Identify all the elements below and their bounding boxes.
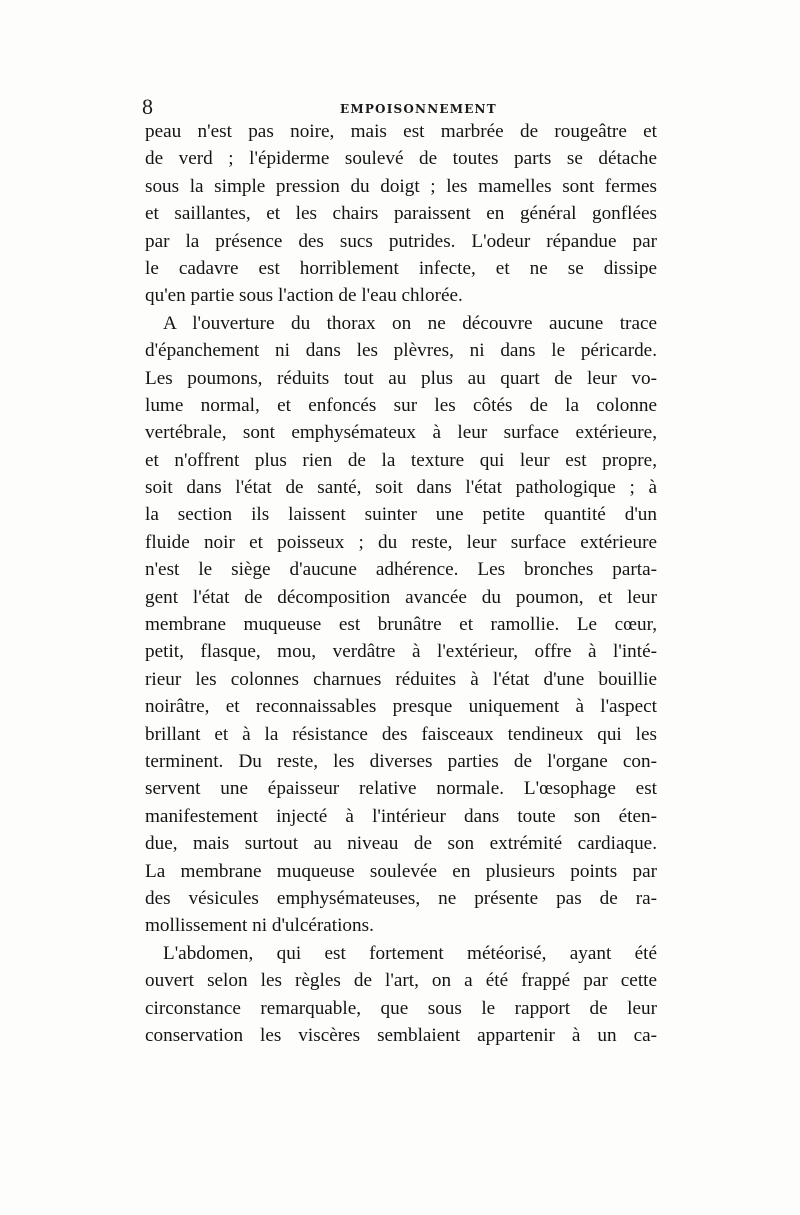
text-line: de verd ; l'épiderme soulevé de toutes parts se détache [145, 148, 657, 170]
text-line: d'épanchement ni dans les plèvres, ni dans le péricarde. [145, 340, 657, 362]
text-line: terminent. Du reste, les diverses parties de l'organe con- [145, 750, 657, 772]
text-line: Les poumons, réduits tout au plus au quart de leur vo- [145, 367, 657, 389]
text-line: manifestement injecté à l'intérieur dans toute son éten- [145, 805, 657, 827]
text-line: par la présence des sucs putrides. L'odeur répandue par [145, 230, 657, 252]
text-line: et n'offrent plus rien de la texture qui leur est propre, [145, 449, 657, 471]
text-line: due, mais surtout au niveau de son extrémité cardiaque. [145, 833, 657, 855]
text-line: sous la simple pression du doigt ; les mamelles sont fermes [145, 175, 657, 197]
text-line: le cadavre est horriblement infecte, et ne se dissipe [145, 257, 657, 279]
text-line: rieur les colonnes charnues réduites à l'état d'une bouillie [145, 668, 657, 690]
running-head: EMPOISONNEMENT [340, 102, 497, 116]
text-line: gent l'état de décomposition avancée du poumon, et leur [145, 586, 657, 608]
text-line: lume normal, et enfoncés sur les côtés de la colonne [145, 394, 657, 416]
text-line: noirâtre, et reconnaissables presque uniquement à l'aspect [145, 696, 657, 718]
text-line: membrane muqueuse est brunâtre et ramollie. Le cœur, [145, 614, 657, 636]
text-line: A l'ouverture du thorax on ne découvre aucune trace [163, 312, 657, 334]
text-line: conservation les viscères semblaient appartenir à un ca- [145, 1024, 657, 1046]
page-header [142, 94, 662, 119]
body-text [145, 118, 657, 1049]
text-line: la section ils laissent suinter une petite quantité d'un [145, 504, 657, 526]
text-line: qu'en partie sous l'action de l'eau chlorée. [145, 285, 463, 307]
text-line: servent une épaisseur relative normale. L'œsophage est [145, 778, 657, 800]
text-line: circonstance remarquable, que sous le rapport de leur [145, 997, 657, 1019]
text-line: ouvert selon les règles de l'art, on a été frappé par cette [145, 970, 657, 992]
text-line: La membrane muqueuse soulevée en plusieurs points par [145, 860, 657, 882]
text-line: petit, flasque, mou, verdâtre à l'extérieur, offre à l'inté- [145, 641, 657, 663]
text-line: mollissement ni d'ulcérations. [145, 915, 374, 937]
text-line: et saillantes, et les chairs paraissent en général gonflées [145, 203, 657, 225]
text-line: soit dans l'état de santé, soit dans l'état pathologique ; à [145, 477, 657, 499]
text-line: vertébrale, sont emphysémateux à leur surface extérieure, [145, 422, 657, 444]
text-line: n'est le siège d'aucune adhérence. Les bronches parta- [145, 559, 657, 581]
text-line: des vésicules emphysémateuses, ne présente pas de ra- [145, 887, 657, 909]
text-line: brillant et à la résistance des faisceaux tendineux qui les [145, 723, 657, 745]
page-number: 8 [142, 94, 153, 119]
text-line: L'abdomen, qui est fortement météorisé, ayant été [163, 942, 657, 964]
text-line: fluide noir et poisseux ; du reste, leur surface extérieure [145, 531, 657, 553]
text-line: peau n'est pas noire, mais est marbrée de rougeâtre et [145, 121, 657, 142]
